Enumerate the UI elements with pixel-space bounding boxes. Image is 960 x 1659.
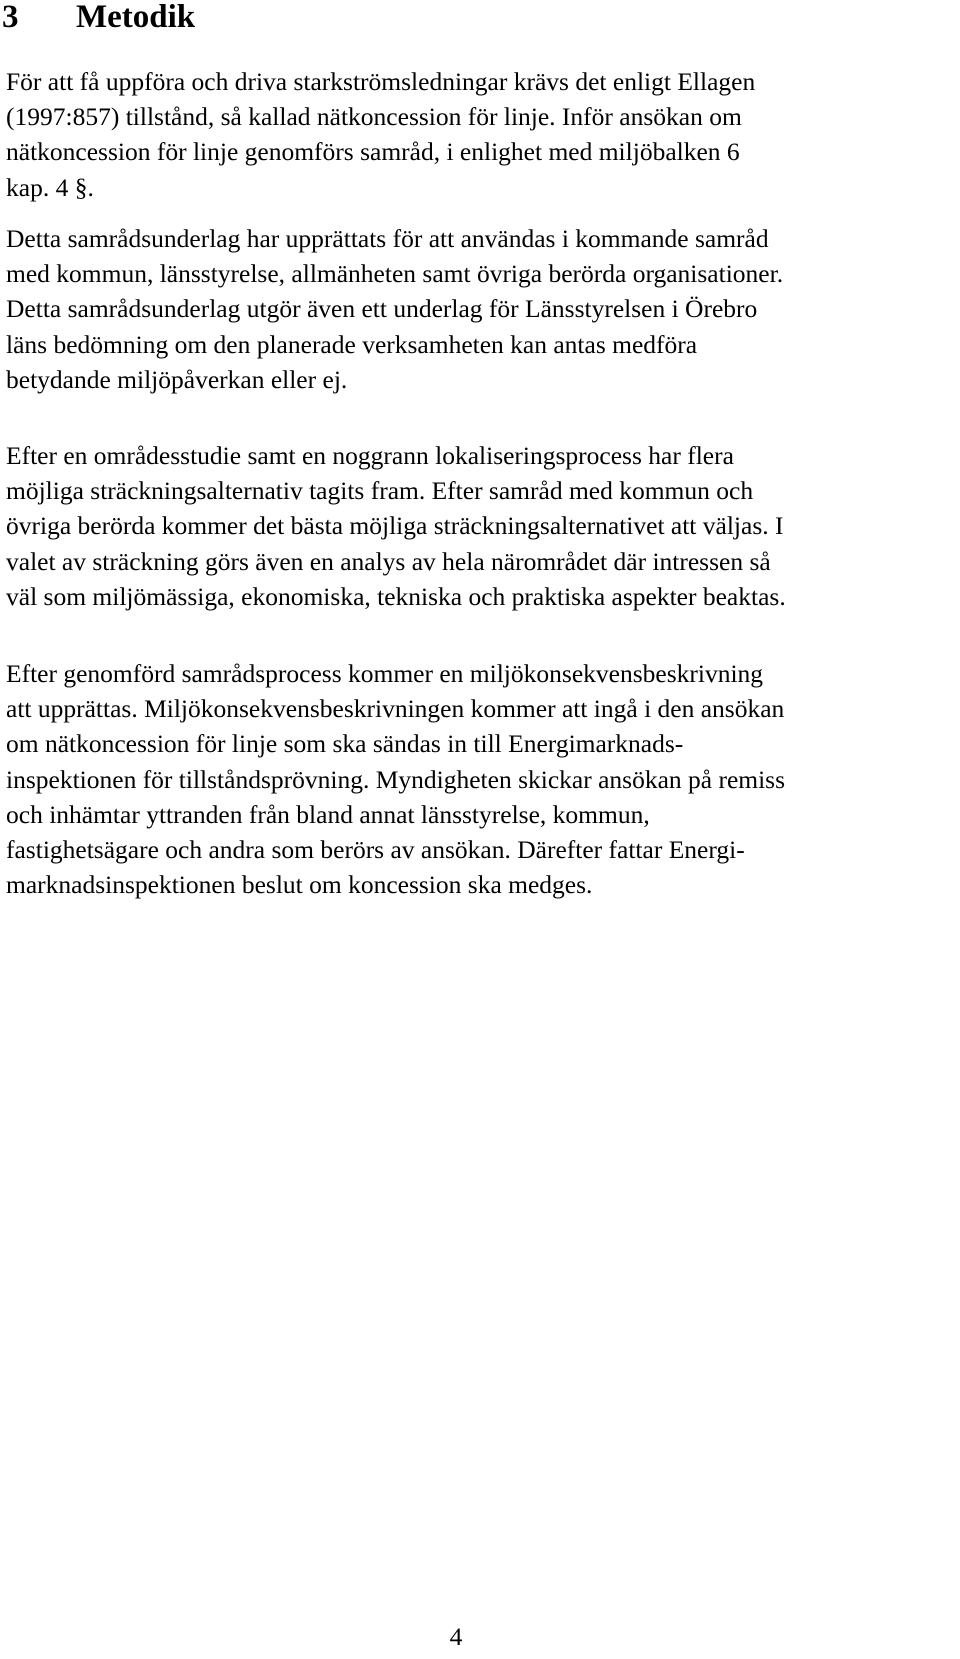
paragraph-consultation-basis [6, 221, 956, 397]
text-line: möjliga sträckningsalternativ tagits fram. Efter samråd med kommun och [6, 476, 754, 506]
text-line: valet av sträckning görs även en analys av hela närområdet där intressen så [6, 546, 771, 576]
text-line: För att få uppföra och driva starkströmsledningar krävs det enligt Ellagen [6, 67, 756, 96]
page-number: 4 [449, 1622, 463, 1651]
text-line: inspektionen för tillståndsprövning. Myndigheten skickar ansökan på remiss [6, 764, 786, 794]
text-line: betydande miljöpåverkan eller ej. [6, 364, 348, 394]
text-line: kap. 4 §. [6, 172, 94, 202]
text-line: (1997:857) tillstånd, så kallad nätkoncession för linje. Inför ansökan om [6, 102, 742, 132]
text-line: att upprättas. Miljökonsekvensbeskrivningen kommer att ingå i den ansökan [6, 694, 785, 724]
text-line: marknadsinspektionen beslut om koncession ska medges. [6, 870, 593, 900]
text-line: med kommun, länsstyrelse, allmänheten samt övriga berörda organisationer. [6, 259, 784, 289]
text-line: läns bedömning om den planerade verksamheten kan antas medföra [6, 329, 698, 359]
text-line: Detta samrådsunderlag utgör även ett underlag för Länsstyrelsen i Örebro [6, 294, 758, 324]
paragraph-route-alternatives [6, 438, 956, 614]
text-line: övriga berörda kommer det bästa möjliga sträckningsalternativet att väljas. I [6, 511, 784, 541]
section-title: Metodik [76, 0, 196, 35]
paragraph-intro [6, 64, 956, 205]
text-line: väl som miljömässiga, ekonomiska, tekniska och praktiska aspekter beaktas. [6, 581, 786, 611]
text-line: Efter en områdesstudie samt en noggrann lokaliseringsprocess har flera [6, 441, 734, 470]
text-line: fastighetsägare och andra som berörs av ansökan. Därefter fattar Energi- [6, 835, 745, 865]
section-number: 3 [2, 0, 19, 35]
paragraph-environmental-assessment [6, 656, 956, 902]
text-line: och inhämtar yttranden från bland annat länsstyrelse, kommun, [6, 799, 650, 829]
section-heading [2, 0, 195, 34]
text-line: om nätkoncession för linje som ska sändas in till Energimarknads- [6, 729, 684, 759]
text-line: nätkoncession för linje genomförs samråd, i enlighet med miljöbalken 6 [6, 137, 740, 167]
text-line: Efter genomförd samrådsprocess kommer en miljökonsekvensbeskrivning [6, 659, 764, 688]
text-line: Detta samrådsunderlag har upprättats för att användas i kommande samråd [6, 224, 769, 253]
